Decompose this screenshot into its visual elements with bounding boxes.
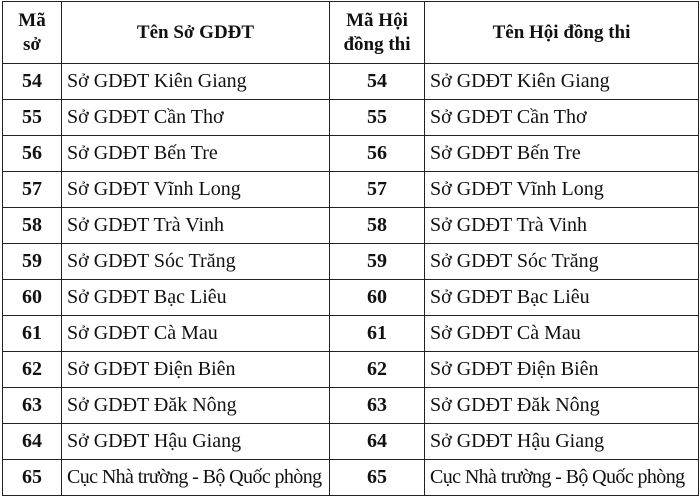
table-row [3, 100, 699, 136]
ma-hoi-dong-cell: 57 [330, 172, 425, 208]
ma-hoi-dong-cell: 61 [330, 316, 425, 352]
table-row [3, 136, 699, 172]
ma-hoi-dong-cell: 64 [330, 424, 425, 460]
ten-so-cell: Sở GDĐT Đăk Nông [62, 388, 330, 424]
ten-so-cell: Sở GDĐT Hậu Giang [62, 424, 330, 460]
table-row [3, 460, 699, 496]
ma-so-cell: 60 [3, 280, 62, 316]
ten-so-cell: Sở GDĐT Vĩnh Long [62, 172, 330, 208]
table-row [3, 172, 699, 208]
ten-hoi-dong-cell: Sở GDĐT Bạc Liêu [425, 280, 699, 316]
ma-hoi-dong-cell: 54 [330, 64, 425, 100]
ma-hoi-dong-cell: 65 [330, 460, 425, 496]
table-row [3, 208, 699, 244]
table-row [3, 280, 699, 316]
ten-hoi-dong-cell: Sở GDĐT Cần Thơ [425, 100, 699, 136]
table-row [3, 316, 699, 352]
ten-hoi-dong-cell: Sở GDĐT Cà Mau [425, 316, 699, 352]
ma-so-cell: 61 [3, 316, 62, 352]
ma-hoi-dong-cell: 58 [330, 208, 425, 244]
table-body [3, 64, 699, 496]
ma-so-cell: 64 [3, 424, 62, 460]
ten-so-cell: Sở GDĐT Cần Thơ [62, 100, 330, 136]
ma-so-cell: 56 [3, 136, 62, 172]
ten-hoi-dong-cell: Sở GDĐT Trà Vinh [425, 208, 699, 244]
ten-so-cell: Sở GDĐT Cà Mau [62, 316, 330, 352]
ten-so-cell: Sở GDĐT Bạc Liêu [62, 280, 330, 316]
header-ma-so: Mã sở [3, 2, 62, 64]
ten-hoi-dong-cell: Sở GDĐT Bến Tre [425, 136, 699, 172]
ten-so-cell: Sở GDĐT Bến Tre [62, 136, 330, 172]
ma-hoi-dong-cell: 62 [330, 352, 425, 388]
ten-so-cell: Cục Nhà trường - Bộ Quốc phòng [62, 460, 330, 496]
ma-hoi-dong-cell: 59 [330, 244, 425, 280]
ma-hoi-dong-cell: 63 [330, 388, 425, 424]
ma-so-cell: 54 [3, 64, 62, 100]
ten-hoi-dong-cell: Sở GDĐT Điện Biên [425, 352, 699, 388]
ten-so-cell: Sở GDĐT Sóc Trăng [62, 244, 330, 280]
ma-so-cell: 58 [3, 208, 62, 244]
ten-so-cell: Sở GDĐT Điện Biên [62, 352, 330, 388]
council-table [2, 1, 699, 496]
ten-so-cell: Sở GDĐT Trà Vinh [62, 208, 330, 244]
table-row [3, 64, 699, 100]
ma-hoi-dong-cell: 55 [330, 100, 425, 136]
header-ten-hoi-dong: Tên Hội đồng thi [425, 2, 699, 64]
ma-so-cell: 59 [3, 244, 62, 280]
ma-so-cell: 63 [3, 388, 62, 424]
ma-so-cell: 65 [3, 460, 62, 496]
table-row [3, 424, 699, 460]
table-row [3, 352, 699, 388]
header-ten-so: Tên Sở GDĐT [62, 2, 330, 64]
ten-hoi-dong-cell: Sở GDĐT Đăk Nông [425, 388, 699, 424]
ma-so-cell: 55 [3, 100, 62, 136]
ma-hoi-dong-cell: 60 [330, 280, 425, 316]
ma-hoi-dong-cell: 56 [330, 136, 425, 172]
header-ma-hoi-dong: Mã Hội đồng thi [330, 2, 425, 64]
table-row [3, 388, 699, 424]
ma-so-cell: 57 [3, 172, 62, 208]
ten-hoi-dong-cell: Sở GDĐT Kiên Giang [425, 64, 699, 100]
ma-so-cell: 62 [3, 352, 62, 388]
ten-hoi-dong-cell: Sở GDĐT Hậu Giang [425, 424, 699, 460]
header-row [3, 2, 699, 64]
ten-hoi-dong-cell: Sở GDĐT Vĩnh Long [425, 172, 699, 208]
ten-hoi-dong-cell: Sở GDĐT Sóc Trăng [425, 244, 699, 280]
ten-hoi-dong-cell: Cục Nhà trường - Bộ Quốc phòng [425, 460, 699, 496]
table-row [3, 244, 699, 280]
ten-so-cell: Sở GDĐT Kiên Giang [62, 64, 330, 100]
